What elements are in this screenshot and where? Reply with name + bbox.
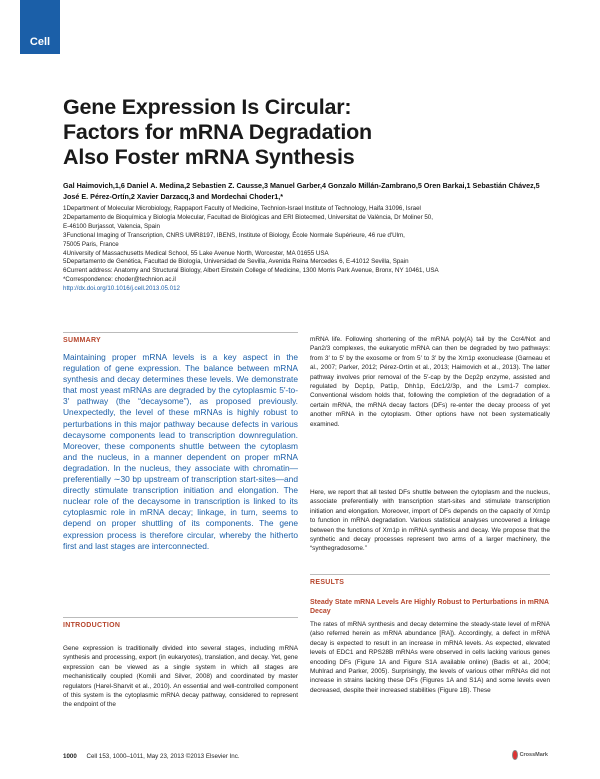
introduction-text: Gene expression is traditionally divided into several stages, including mRNA synthesis and processing, export (in eukaryotes), translation, and decay. Yet, gene expression can be viewed as a single system in which all stages are mechanistically coupled (Komili and Silver, 2008) and coordinated by master regulators (Harel-Sharvit et al., 2010). An essential and well-controlled component of this system is the cytoplasmic mRNA decay pathway, considered to represent the endpoint of the — [63, 645, 298, 709]
affiliation: 75005 Paris, France — [63, 240, 119, 248]
summary-heading: SUMMARY — [63, 337, 102, 344]
affiliation: 2Departamento de Bioquímica y Biología Molecular, Facultad de Biológicas and ERI Biotecmed, Universitat de València, Dr Moliner 50, — [63, 213, 433, 221]
affiliation: 3Functional Imaging of Transcription, CNRS UMR8197, IBENS, Institute of Biology, École Normale Supérieure, 46 rue d'Ulm, — [63, 231, 405, 239]
page-footer — [63, 753, 543, 760]
affiliation: 5Departamento de Genética, Facultad de Biología, Universidad de Sevilla, Avenida Reina Mercedes 6, E-41012 Sevilla, Spain — [63, 258, 409, 266]
affiliation: 6Current address: Anatomy and Structural Biology, Albert Einstein College of Medicine, 1300 Morris Park Avenue, Bronx, NY 10461, USA — [63, 267, 439, 275]
affiliation: 4University of Massachusetts Medical School, 55 Lake Avenue North, Worcester, MA 01655 USA — [63, 249, 329, 257]
introduction-heading: INTRODUCTION — [63, 622, 121, 629]
author-list: Gal Haimovich,1,6 Daniel A. Medina,2 Sebastien Z. Causse,3 Manuel Garber,4 Gonzalo Millán-Zambrano,5 Oren Barkai,1 Sebastián Chávez,5 José E. Pérez-Ortín,2 Xavier Darzacq,3 and Mordechai Choder1,* — [63, 181, 540, 201]
crossmark-badge[interactable] — [512, 748, 548, 762]
article-title — [63, 95, 533, 170]
results-subheading: Steady State mRNA Levels Are Highly Robust to Perturbations in mRNA Decay — [310, 599, 549, 616]
body-paragraph: The rates of mRNA synthesis and decay determine the steady-state level of mRNA (also referred herein as mRNA abundance [RA]). Accordingly, a defect in mRNA decay is expected to result in an increase in mRNA levels. As expected, elevated levels of EDC1 and RPS28B mRNAs were observed in cells lacking various genes encoding DFs (Figure 1A and Figure S1A available online) (Badis et al., 2004; Muhlrad and Parker, 2005). Surprisingly, the levels of various other mRNAs did not increase in strains lacking these DFs (Figures 1A and S1A) and some levels even decreased, despite their increased stabilities (Figure 1B). These — [310, 621, 550, 694]
title-line: Gene Expression Is Circular: — [63, 95, 352, 119]
divider — [310, 574, 550, 575]
body-paragraph: Here, we report that all tested DFs shuttle between the cytoplasm and the nucleus, associate preferentially with transcription start-sites and stimulate transcription initiation and elongation. Moreover, import of DFs depends on the capacity of Xrn1p to function in mRNA degradation. Various statistical analyses uncovered a linkage between the functions of Xrn1p in mRNA synthesis and decay. We propose that the synthetic and decay processes represent two arms of a larger machinery, the “synthegradosome.” — [310, 489, 550, 553]
title-line: Factors for mRNA Degradation — [63, 120, 372, 144]
crossmark-icon — [512, 750, 518, 760]
affiliation: E-46100 Burjassot, Valencia, Spain — [63, 222, 160, 230]
title-line: Also Foster mRNA Synthesis — [63, 145, 355, 169]
journal-citation: Cell 153, 1000–1011, May 23, 2013 ©2013 Elsevier Inc. — [86, 753, 240, 760]
cell-logo: Cell — [20, 0, 60, 54]
results-heading: RESULTS — [310, 579, 345, 586]
divider — [63, 332, 298, 333]
divider — [63, 617, 298, 618]
correspondence: *Correspondence: choder@technion.ac.il — [63, 276, 176, 284]
doi-link[interactable]: http://dx.doi.org/10.1016/j.cell.2013.05.012 — [63, 285, 180, 293]
page-number: 1000 — [63, 753, 77, 760]
summary-text: Maintaining proper mRNA levels is a key aspect in the regulation of gene expression. The balance between mRNA synthesis and decay determines these levels. We demonstrate that most yeast mRNAs are degraded by the cytoplasmic 5′-to-3′ pathway (the “decaysome”), as proposed previously. Unexpectedly, the level of these mRNAs is highly robust to perturbations in this major pathway because defects in various decaysome components lead to transcription downregulation. Moreover, these components shuttle between the cytoplasm and the nucleus, in a manner dependent on proper mRNA degradation. In the nucleus, they associate with chromatin—preferentially ∼30 bp upstream of transcription start-sites—and directly stimulate transcription initiation and elongation. The nuclear role of the decaysome in transcription is linked to its cytoplasmic role in mRNA decay; linkage, in turn, seems to depend on proper shuttling of its components. The gene expression process is therefore circular, whereby the hitherto first and last stages are interconnected. — [63, 352, 298, 551]
affiliation: 1Department of Molecular Microbiology, Rappaport Faculty of Medicine, Technion-Israel Institute of Technology, Haifa 31096, Israel — [63, 205, 421, 212]
body-paragraph: mRNA life. Following shortening of the mRNA poly(A) tail by the Ccr4/Not and Pan2/3 complexes, the eukaryotic mRNA can then be degraded by two pathways: from 3′ to 5′ by the exosome or from 5′ to 3′ by the Xrn1p exonuclease (Garneau et al., 2007; Parker, 2012; Pérez-Ortín et al., 2013; Haimovich et al., 2013). The latter pathway involves prior removal of the 5′-cap by the Dcp2p enzyme, assisted and regulated by Dcp1p, Pat1p, Dhh1p, Edc1/2/3p, and the Lsm1-7 complex. Conventional wisdom holds that, following the completion of the degradation of a certain mRNA, the mRNA decay factors (DFs) re-enter the decay process of yet another mRNA in the cytoplasm. Other options have not been systematically examined. — [310, 336, 550, 428]
crossmark-label: CrossMark — [519, 752, 548, 758]
affiliations — [63, 205, 543, 294]
